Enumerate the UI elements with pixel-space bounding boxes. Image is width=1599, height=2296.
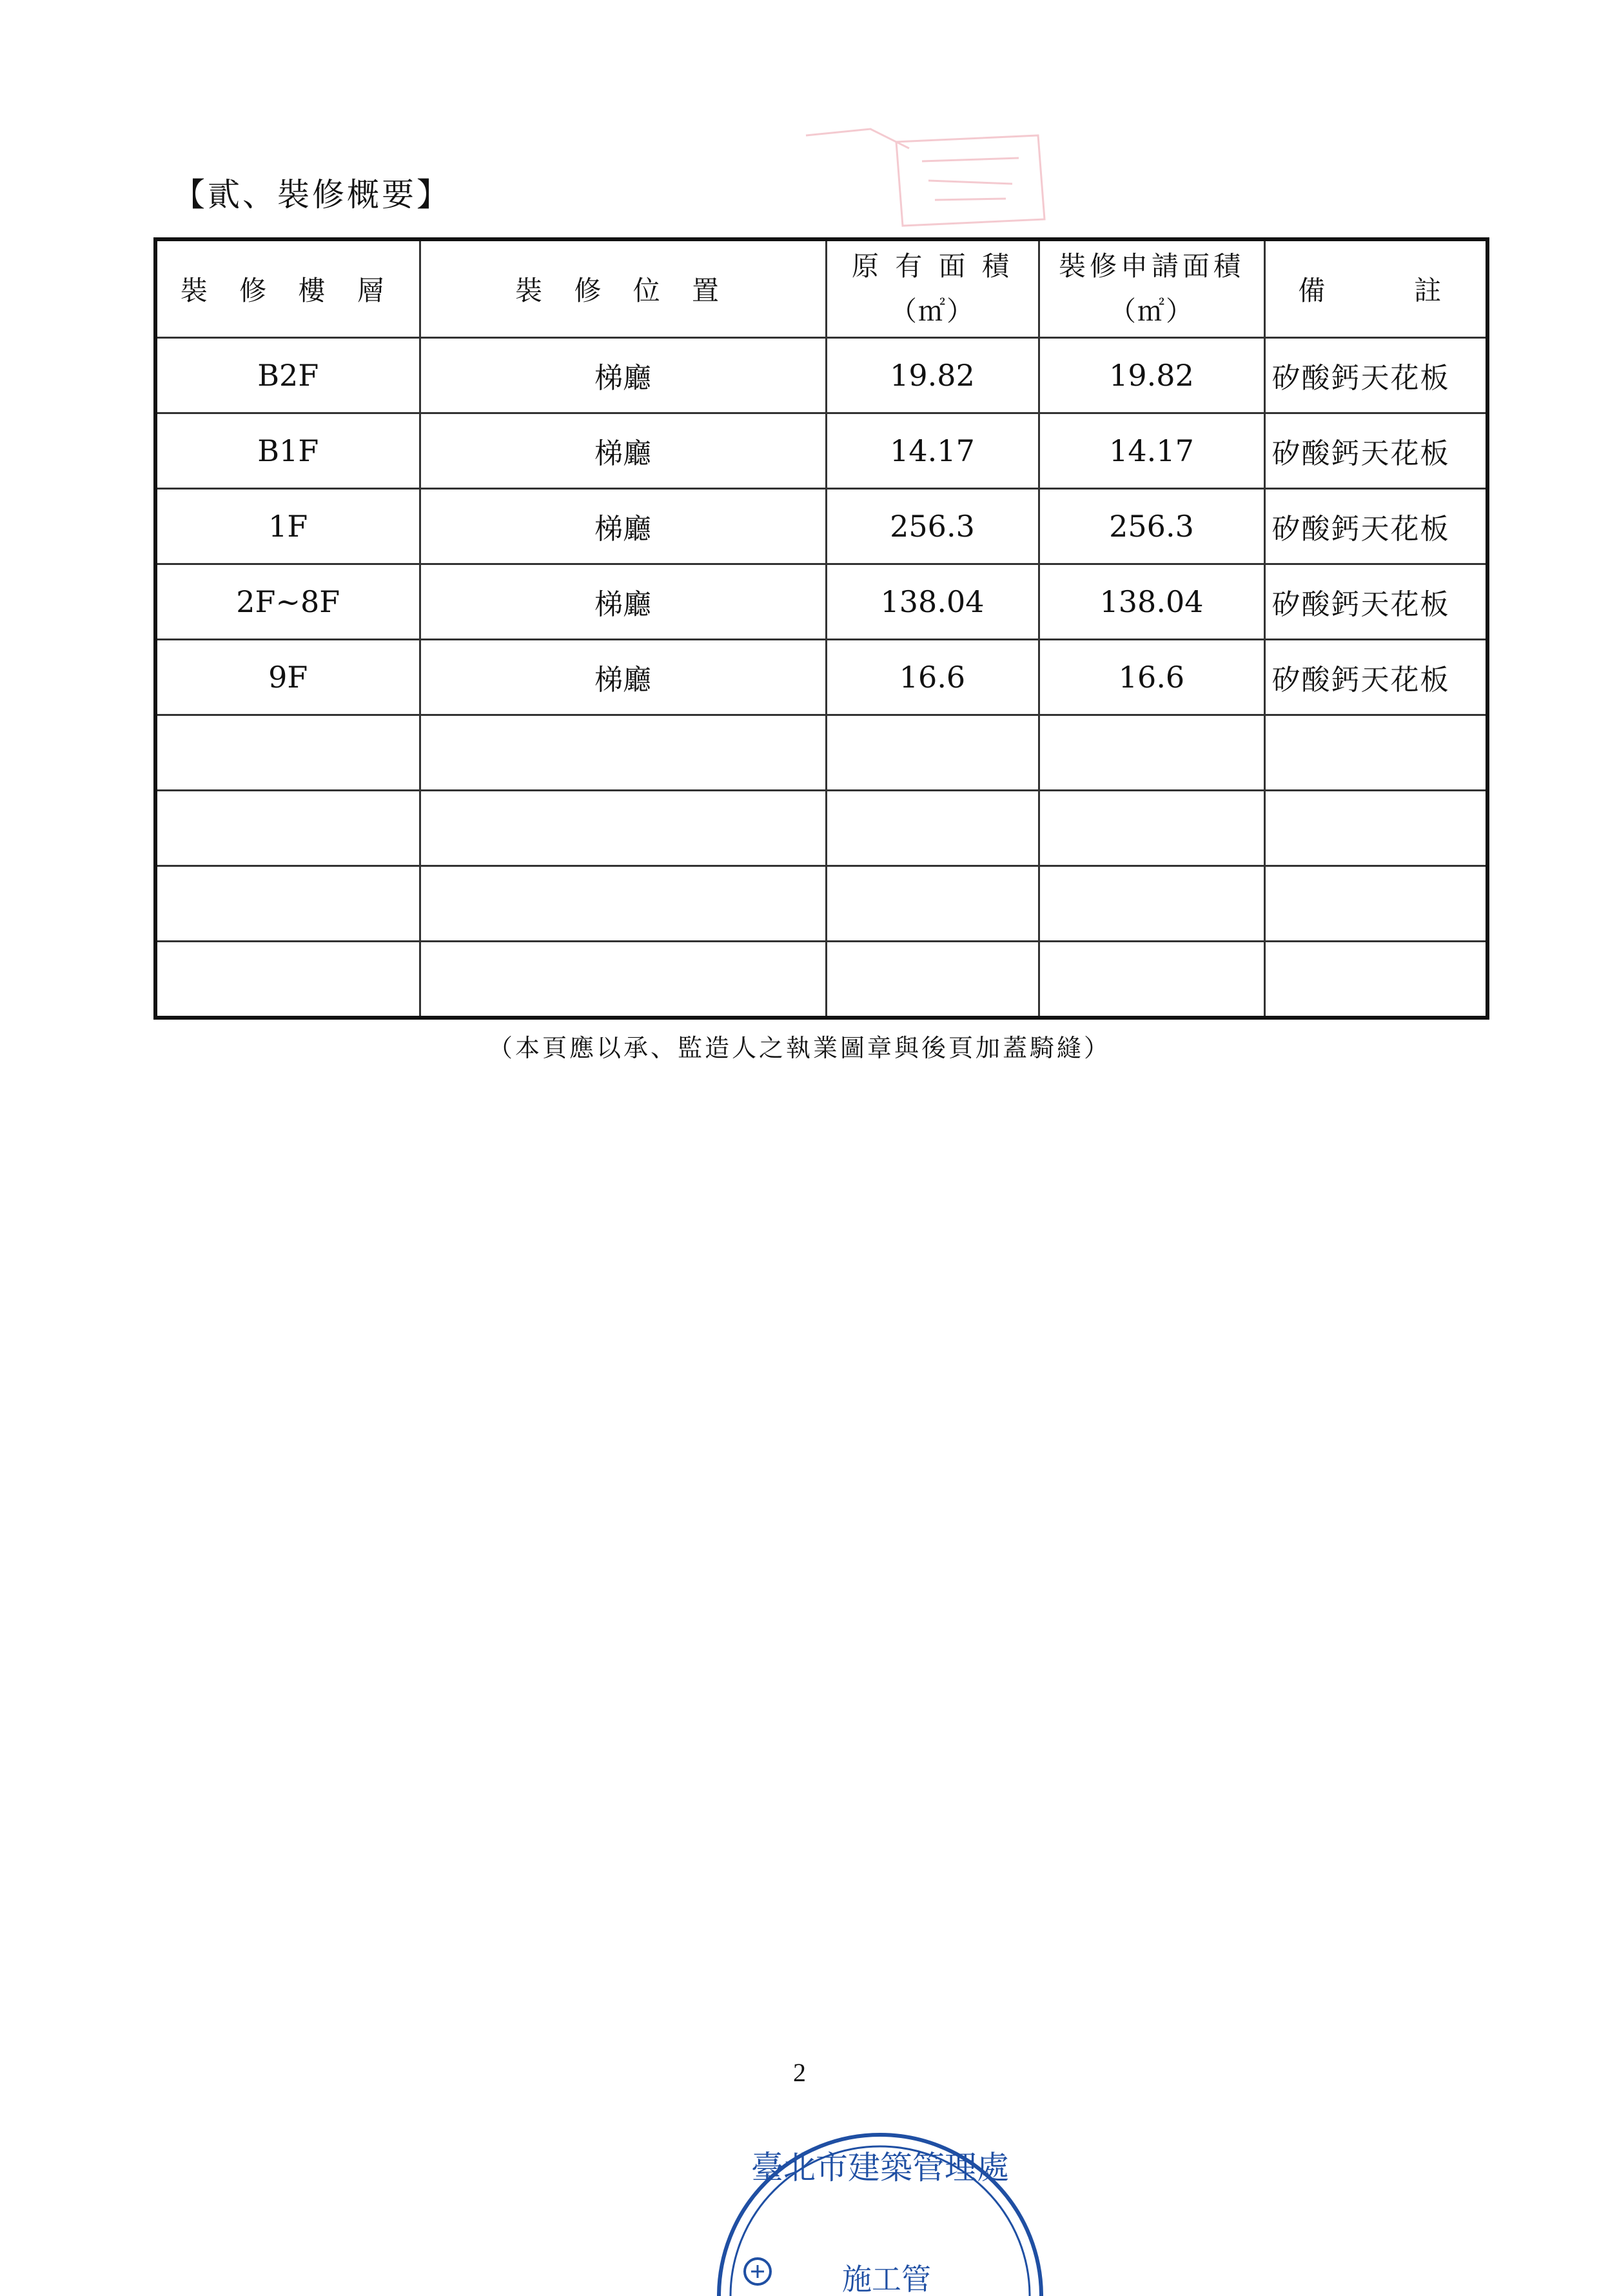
cell-floor: 1F	[155, 489, 420, 564]
cell-remarks: 矽酸鈣天花板	[1264, 564, 1487, 640]
svg-text:臺北市建築管理處: 臺北市建築管理處	[751, 2149, 1009, 2186]
cell-location: 梯廳	[420, 413, 826, 489]
cell-applied-area: 14.17	[1039, 413, 1264, 489]
cell-location: 梯廳	[420, 640, 826, 715]
cell-remarks: 矽酸鈣天花板	[1264, 640, 1487, 715]
cell-location: 梯廳	[420, 564, 826, 640]
page-number: 2	[793, 2058, 806, 2087]
cell-original-area: 138.04	[826, 564, 1039, 640]
header-location: 裝 修 位 置	[420, 239, 826, 338]
cell-applied-area: 256.3	[1039, 489, 1264, 564]
header-applied-area-unit: （㎡）	[1108, 295, 1194, 327]
header-applied-area-label: 裝修申請面積	[1058, 250, 1244, 282]
cell-floor: 9F	[155, 640, 420, 715]
empty-table-row	[155, 715, 1487, 791]
cell-location: 梯廳	[420, 338, 826, 413]
table-row	[155, 640, 1487, 715]
svg-text:施工管: 施工管	[842, 2262, 931, 2296]
cell-remarks: 矽酸鈣天花板	[1264, 413, 1487, 489]
cell-applied-area: 19.82	[1039, 338, 1264, 413]
cell-remarks: 矽酸鈣天花板	[1264, 489, 1487, 564]
table-row	[155, 413, 1487, 489]
header-floor: 裝 修 樓 層	[155, 239, 420, 338]
cell-original-area: 256.3	[826, 489, 1039, 564]
cell-location: 梯廳	[420, 489, 826, 564]
table-row	[155, 564, 1487, 640]
empty-table-row	[155, 791, 1487, 866]
cell-original-area: 16.6	[826, 640, 1039, 715]
faint-stamp-mark	[793, 123, 1051, 232]
header-applied-area	[1039, 239, 1264, 338]
cell-floor: 2F~8F	[155, 564, 420, 640]
cell-applied-area: 16.6	[1039, 640, 1264, 715]
cell-applied-area: 138.04	[1039, 564, 1264, 640]
seal-footnote: （本頁應以承、監造人之執業圖章與後頁加蓋騎縫）	[487, 1034, 1111, 1062]
section-title: 【貳、裝修概要】	[173, 176, 451, 213]
header-original-area	[826, 239, 1039, 338]
header-original-area-unit: （㎡）	[889, 295, 975, 327]
empty-table-row	[155, 866, 1487, 942]
table-row	[155, 489, 1487, 564]
cell-original-area: 14.17	[826, 413, 1039, 489]
header-original-area-label: 原 有 面 積	[851, 250, 1014, 282]
cell-original-area: 19.82	[826, 338, 1039, 413]
cell-remarks: 矽酸鈣天花板	[1264, 338, 1487, 413]
renovation-summary-table	[153, 237, 1489, 1020]
cell-floor: B2F	[155, 338, 420, 413]
empty-table-row	[155, 942, 1487, 1018]
table-header-row	[155, 239, 1487, 338]
cell-floor: B1F	[155, 413, 420, 489]
header-remarks: 備 註	[1264, 239, 1487, 338]
table-row	[155, 338, 1487, 413]
official-seal-stamp	[706, 2103, 1054, 2296]
